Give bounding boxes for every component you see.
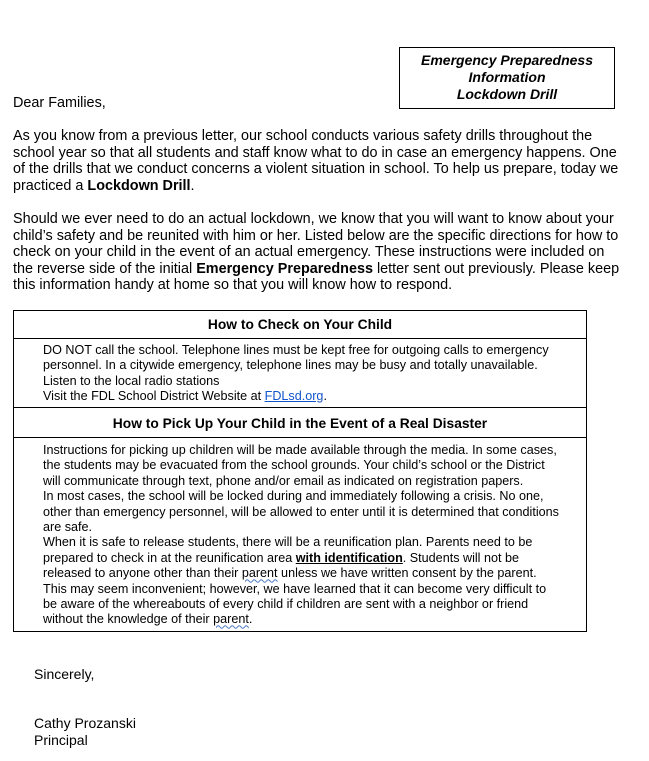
section-2-line	[43, 566, 582, 581]
section-2-line: will communicate through text, phone and/or email as indicated on registration papers.	[43, 473, 524, 488]
section-2-line: In most cases, the school will be locked during and immediately following a crisis. No one,	[43, 489, 544, 504]
section-2-body	[43, 443, 582, 628]
paragraph-1-line: of the drills that we conduct concerns a violent situation in school. To help us prepare, today we	[13, 161, 619, 178]
section-2-line: are safe.	[43, 520, 93, 535]
section-2-line: be aware of the whereabouts of every child if children are sent with a neighbor or friend	[43, 597, 529, 612]
section-1-heading: How to Check on Your Child	[207, 317, 393, 332]
salutation: Dear Families,	[13, 95, 106, 111]
text-run: Visit the FDL School District Website at	[43, 389, 265, 404]
text-run: .	[323, 389, 327, 404]
spellcheck-word: parent	[241, 566, 278, 581]
text-run: .	[248, 612, 253, 627]
paragraph-2-line: check on your child in the event of an actual emergency. These instructions were included on	[13, 244, 605, 261]
text-run: practiced a	[13, 177, 88, 194]
text-run: without the knowledge of their	[43, 612, 214, 627]
divider	[14, 437, 586, 438]
section-1-line	[43, 389, 582, 404]
paragraph-1	[13, 128, 629, 194]
section-2-line: When it is safe to release students, there will be a reunification plan. Parents need to be	[43, 535, 533, 550]
spellcheck-word: parent	[213, 612, 249, 627]
district-website-link[interactable]: FDLsd.org	[264, 389, 324, 404]
section-1-body	[43, 343, 582, 405]
paragraph-2-line: child’s safety and be reunited with him or her. Listed below are the specific directions for how to	[13, 227, 619, 244]
paragraph-2	[13, 211, 629, 294]
paragraph-1-line: school year so that all students and staff know what to do in case an emergency happens. One	[13, 144, 617, 161]
text-run: prepared to check in at the reunification area	[43, 550, 296, 565]
section-2-line: other than emergency personnel, will be allowed to enter until it is determined that conditions	[43, 504, 559, 519]
section-2-line	[43, 551, 582, 566]
section-2-line: This may seem inconvenient; however, we have learned that it can become very difficult to	[43, 581, 547, 596]
section-1-line: personnel. In a citywide emergency, telephone lines may be busy and totally unavailable.	[43, 358, 538, 373]
section-2-line: Instructions for picking up children will be made available through the media. In some cases,	[43, 443, 557, 457]
section-1-line: Listen to the local radio stations	[43, 373, 220, 388]
section-2-line: the students may be evacuated from the school grounds. Your child’s school or the District	[43, 458, 545, 473]
section-2-line	[43, 612, 582, 627]
lockdown-drill-bold: Lockdown Drill	[87, 177, 191, 194]
closing: Sincerely,	[34, 666, 95, 682]
title-line-2: Information	[468, 69, 546, 85]
section-1-line: DO NOT call the school. Telephone lines must be kept free for outgoing calls to emergency	[43, 343, 549, 357]
paragraph-2-line	[13, 261, 629, 278]
title-line-3: Lockdown Drill	[456, 86, 558, 102]
signer-title: Principal	[34, 732, 88, 748]
divider	[14, 338, 586, 339]
with-identification-emphasis: with identification	[295, 550, 403, 565]
section-2-heading: How to Pick Up Your Child in the Event of a Real Disaster	[112, 416, 488, 431]
title-line-1: Emergency Preparedness	[421, 52, 593, 68]
signer-name: Cathy Prozanski	[34, 715, 136, 731]
text-run: unless we have written consent by the parent.	[277, 566, 537, 581]
text-run: .	[190, 177, 195, 194]
paragraph-2-line: Should we ever need to do an actual lockdown, we know that you will want to know about your	[13, 211, 614, 227]
text-run: letter sent out previously. Please keep	[372, 260, 620, 277]
paragraph-1-line: As you know from a previous letter, our school conducts various safety drills throughout the	[13, 128, 593, 144]
paragraph-1-line	[13, 178, 629, 195]
instructions-table	[13, 310, 587, 632]
emergency-preparedness-bold: Emergency Preparedness	[196, 260, 373, 277]
divider	[14, 407, 586, 408]
text-run: . Students will not be	[402, 550, 519, 565]
paragraph-2-line: this information handy at home so that you will know how to respond.	[13, 277, 453, 294]
text-run: the reverse side of the initial	[13, 260, 197, 277]
text-run: released to anyone other than their	[43, 566, 242, 581]
